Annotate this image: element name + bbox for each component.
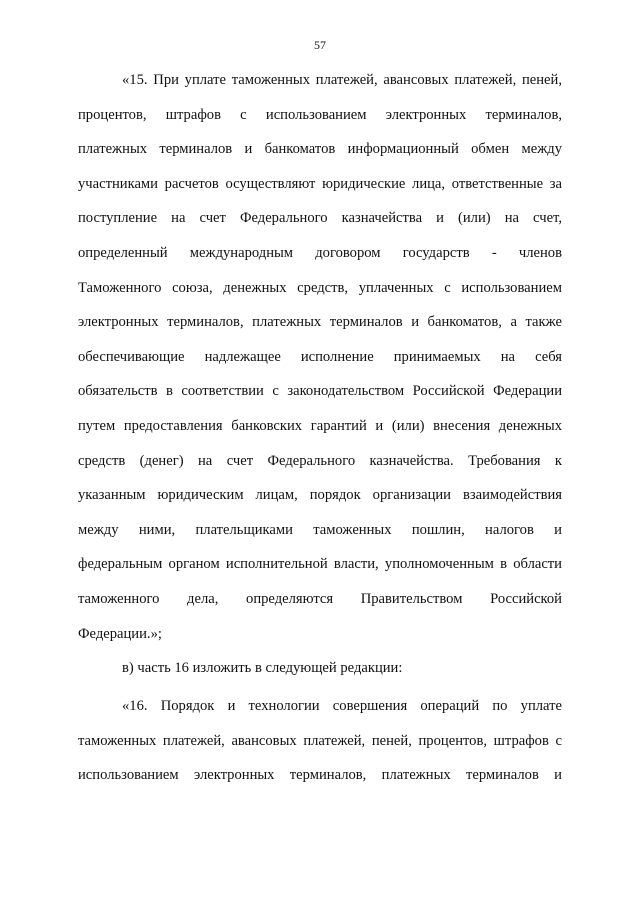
text-line: процентов, штрафов с использованием электронных терминалов, — [78, 106, 562, 123]
text-line: Таможенного союза, денежных средств, уплаченных с использованием — [78, 279, 562, 296]
text-line: в) часть 16 изложить в следующей редакции: — [122, 660, 403, 676]
text-line: указанным юридическим лицам, порядок организации взаимодействия — [78, 487, 562, 504]
text-line: федеральным органом исполнительной власти, уполномоченным в области — [78, 556, 562, 573]
text-line: таможенных платежей, авансовых платежей, пеней, процентов, штрафов с — [78, 732, 562, 749]
text-line: участниками расчетов осуществляют юридические лица, ответственные за — [78, 175, 562, 192]
text-line: определенный международным договором государств - членов — [78, 245, 562, 261]
text-line: обязательств в соответствии с законодательством Российской Федерации — [78, 383, 562, 400]
text-line: между ними, плательщиками таможенных пошлин, налогов и — [78, 521, 562, 538]
page-number: 57 — [314, 38, 326, 52]
text-line: средств (денег) на счет Федерального казначейства. Требования к — [78, 452, 562, 469]
text-line: обеспечивающие надлежащее исполнение принимаемых на себя — [78, 348, 562, 365]
text-line: таможенного дела, определяются Правительством Российской — [78, 591, 562, 607]
text-line: поступление на счет Федерального казначейства и (или) на счет, — [78, 210, 562, 227]
text-line: электронных терминалов, платежных терминалов и банкоматов, а также — [78, 314, 562, 331]
text-line: путем предоставления банковских гарантий и (или) внесения денежных — [78, 418, 562, 434]
text-line: использованием электронных терминалов, платежных терминалов и — [78, 767, 562, 784]
text-line: «15. При уплате таможенных платежей, авансовых платежей, пеней, — [122, 72, 562, 88]
text-line: Федерации.»; — [78, 625, 162, 642]
text-line: платежных терминалов и банкоматов информационный обмен между — [78, 141, 562, 158]
text-line: «16. Порядок и технологии совершения операций по уплате — [122, 698, 562, 714]
